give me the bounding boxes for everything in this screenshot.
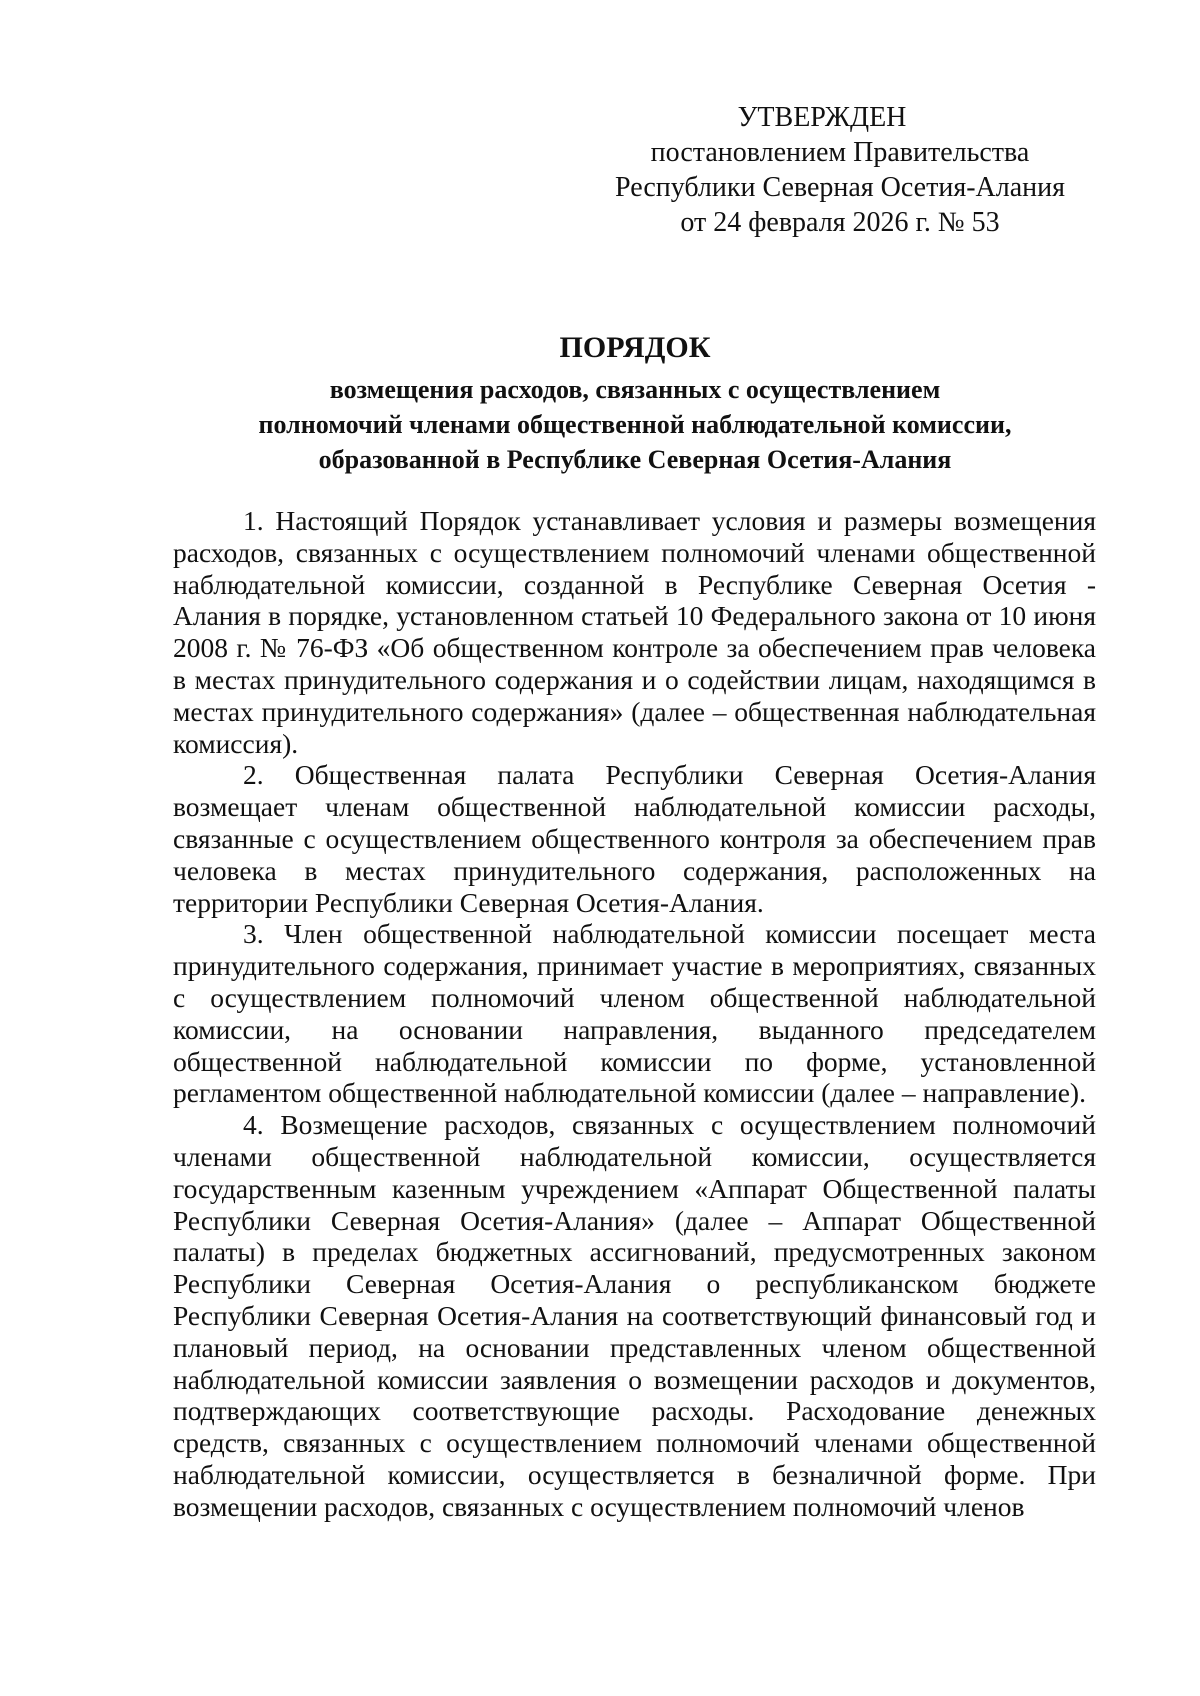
approval-republic: Республики Северная Осетия-Алания	[615, 172, 1065, 203]
title-line-2: полномочий членами общественной наблюдательной комиссии,	[258, 410, 1012, 439]
paragraph-3: 3. Член общественной наблюдательной комиссии посещает места принудительного содержания, принимает участие в мероприятиях, связанных с осуществлением полномочий членом общественной наблюдательной комиссии, на основании направления, выданного председателем общественной наблюдательной комиссии по форме, установленной регламентом общественной наблюдательной комиссии (далее – направление).	[173, 918, 1096, 1109]
paragraph-2: 2. Общественная палата Республики Северная Осетия-Алания возмещает членам общественной наблюдательной комиссии расходы, связанные с осуществлением общественного контроля за обеспечением прав человека в местах принудительного содержания, расположенных на территории Республики Северная Осетия-Алания.	[173, 759, 1096, 918]
paragraph-1: 1. Настоящий Порядок устанавливает условия и размеры возмещения расходов, связанных с осуществлением полномочий членами общественной наблюдательной комиссии, созданной в Республике Северная Осетия - Алания в порядке, установленном статьей 10 Федерального закона от 10 июня 2008 г. № 76-ФЗ «Об общественном контроле за обеспечением прав человека в местах принудительного содержания и о содействии лицам, находящимся в местах принудительного содержания» (далее – общественная наблюдательная комиссия).	[173, 505, 1096, 759]
title-line-3: образованной в Республике Северная Осетия-Алания	[318, 445, 952, 474]
approval-heading: УТВЕРЖДЕН	[737, 102, 907, 133]
approval-date: от 24 февраля 2026 г. № 53	[680, 207, 1000, 238]
paragraph-4: 4. Возмещение расходов, связанных с осуществлением полномочий членами общественной наблюдательной комиссии, осуществляется государственным казенным учреждением «Аппарат Общественной палаты Республики Северная Осетия-Алания» (далее – Аппарат Общественной палаты) в пределах бюджетных ассигнований, предусмотренных законом Республики Северная Осетия-Алания о республиканском бюджете Республики Северная Осетия-Алания на соответствующий финансовый год и плановый период, на основании представленных членом общественной наблюдательной комиссии заявления о возмещении расходов и документов, подтверждающих соответствующие расходы. Расходование денежных средств, связанных с осуществлением полномочий членами общественной наблюдательной комиссии, осуществляется в безналичной форме. При возмещении расходов, связанных с осуществлением полномочий членов	[173, 1109, 1096, 1522]
title-line-1: возмещения расходов, связанных с осуществлением	[329, 375, 941, 404]
title-main: ПОРЯДОК	[559, 331, 711, 364]
approval-stamp	[560, 100, 1120, 240]
document-title	[170, 330, 1100, 477]
document-body	[173, 505, 1096, 1523]
approval-decree: постановлением Правительства	[650, 137, 1030, 168]
